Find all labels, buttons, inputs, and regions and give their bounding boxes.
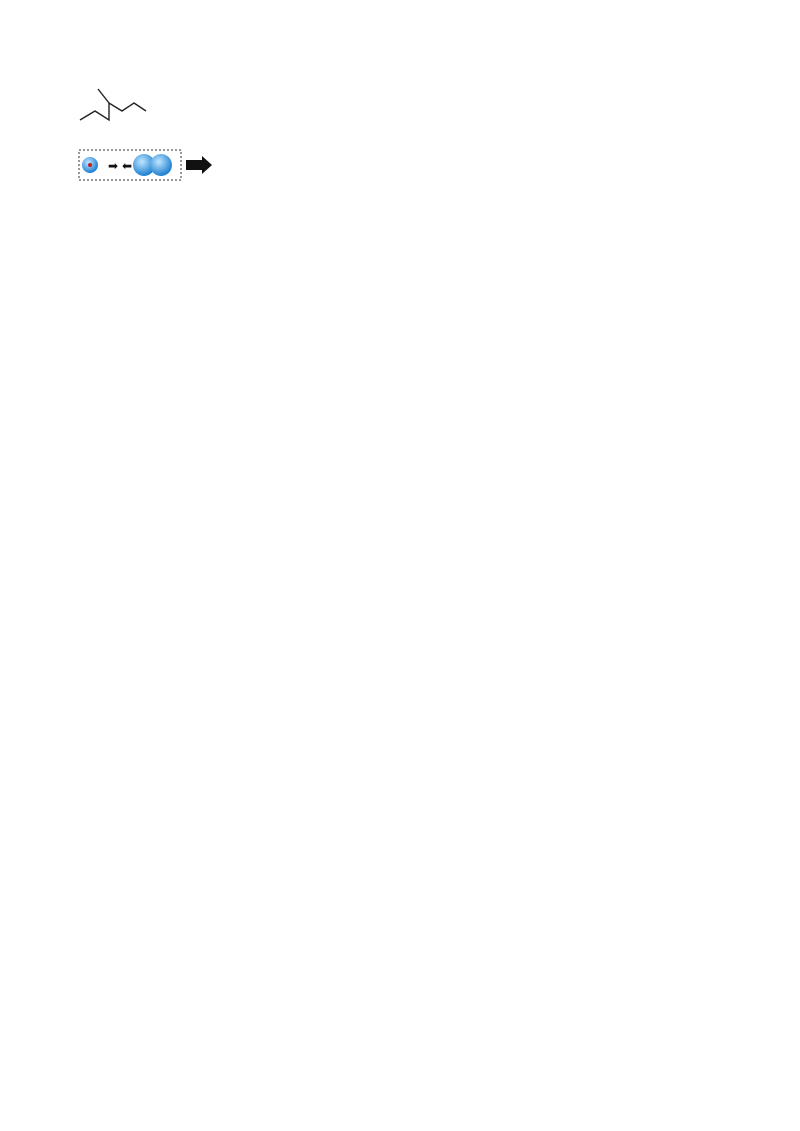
svg-text:➡: ➡ — [108, 159, 119, 173]
molecule-skeletal-formula — [78, 85, 148, 130]
hcl-orbital-diagram — [78, 146, 318, 194]
svg-text:⬅: ⬅ — [122, 159, 133, 173]
